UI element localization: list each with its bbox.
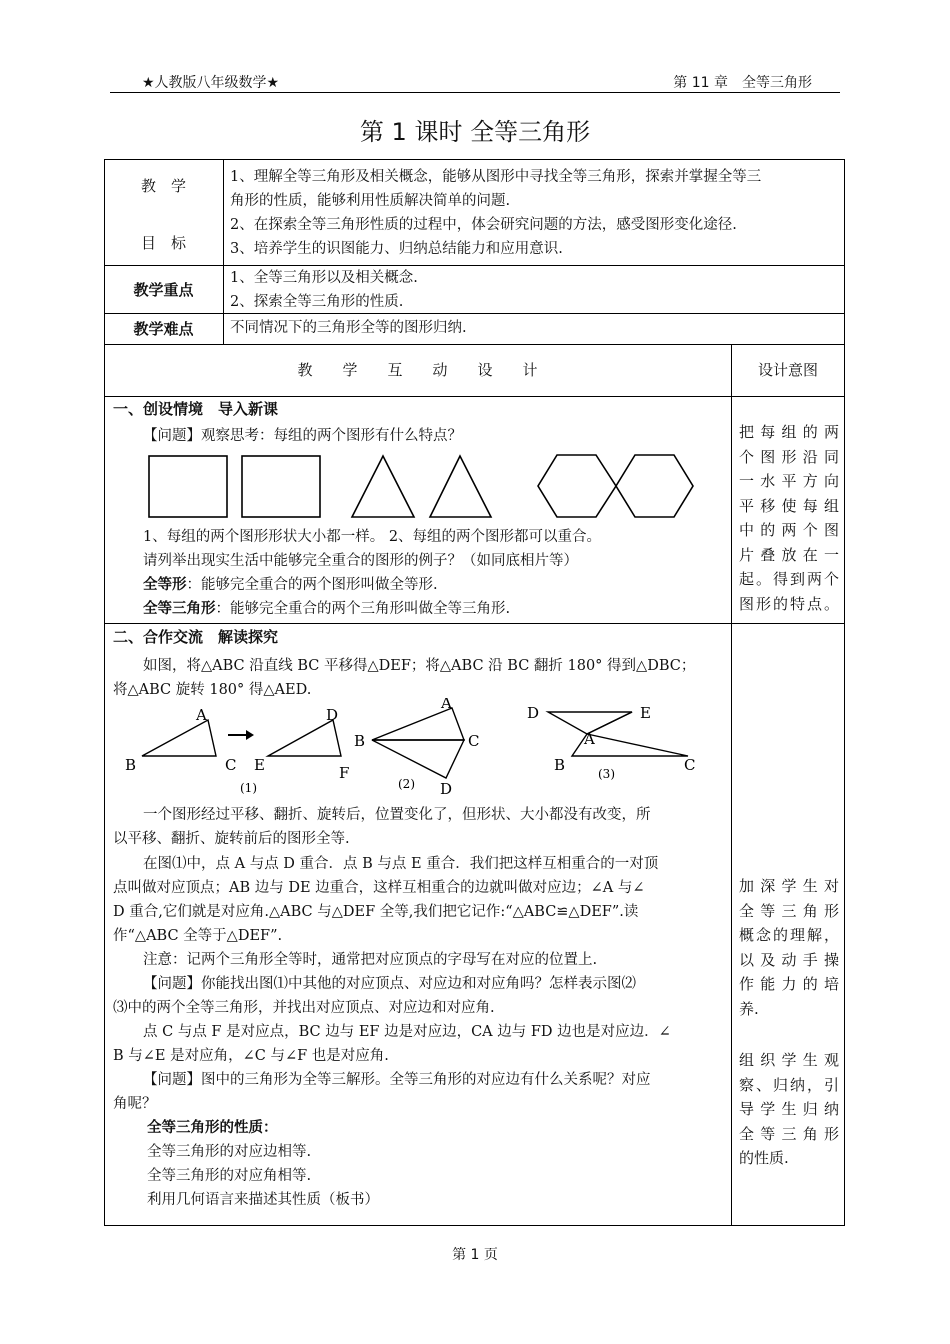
congruent-tri-def	[113, 597, 725, 621]
intent-line: 片叠放在一	[739, 545, 839, 564]
objective-line: 角形的性质，能够利用性质解决简单的问题.	[230, 193, 511, 209]
page-header	[110, 70, 840, 93]
intent-line: 起。得到两个	[739, 570, 839, 588]
shapes-figure	[140, 448, 700, 526]
objective-line: 3、培养学生的识图能力、归纳总结能力和应用意识.	[230, 241, 563, 257]
intent-line: 中的两个图	[739, 521, 839, 539]
objective-line: 2、在探索全等三角形性质的过程中，体会研究问题的方法，感受图形变化途径.	[230, 217, 737, 233]
property-2: 全等三角形的对应角相等.	[147, 1168, 312, 1184]
intent-line: 的性质.	[739, 1149, 789, 1167]
intent-line: 概念的理解，	[739, 926, 839, 944]
page-title: 第 1 课时 全等三角形	[359, 118, 591, 146]
triangle-abc	[142, 720, 216, 756]
answer2b: B 与∠E 是对应角，∠C 与∠F 也是对应角.	[113, 1048, 389, 1064]
section1-body	[113, 525, 725, 621]
objectives-text	[230, 165, 842, 261]
objective-line: 1、理解全等三角形及相关概念，能够从图形中寻找全等三角形，探索并掌握全等三	[230, 169, 762, 185]
label-b3: B	[554, 756, 566, 774]
para2-line: D 重合,它们就是对应角.△ABC 与△DEF 全等,我们把它记作:“△ABC≌△DEF”.读	[113, 904, 639, 920]
label-d2: D	[440, 780, 453, 798]
intent-line: 以及动手操	[739, 950, 839, 969]
question3a: 【问题】图中的三角形为全等三解形。全等三角形的对应边有什么关系呢？对应	[143, 1072, 651, 1088]
intent-line: 图形的特点。	[739, 594, 839, 613]
difficulty-label: 教学难点	[133, 320, 194, 338]
section1-answer: 1、每组的两个图形形状大小都一样。 2、每组的两个图形都可以重合。	[143, 529, 602, 545]
section2-intent-2	[739, 1048, 839, 1171]
congruent-shape-text: ：能够完全重合的两个图形叫做全等形.	[186, 577, 438, 593]
note: 注意：记两个三角形全等时，通常把对应顶点的字母写在对应的位置上.	[143, 952, 598, 968]
arrow-head	[246, 730, 254, 740]
para2-line: 作“△ABC 全等于△DEF”.	[113, 928, 283, 944]
page-footer: 第 1 页	[452, 1247, 498, 1263]
triangle-2	[430, 456, 491, 517]
answer2a: 点 C 与点 F 是对应点，BC 边与 EF 边是对应边，CA 边与 FD 边也是对应边．∠	[143, 1024, 671, 1040]
section1-question: 【问题】观察思考：每组的两个图形有什么特点？	[143, 428, 462, 444]
hexagon-2	[616, 455, 693, 517]
section1-examples: 请列举出现实生活中能够完全重合的图形的例子？（如同底相片等）	[143, 553, 578, 569]
question2b: ⑶中的两个全等三角形，并找出对应顶点、对应边和对应角.	[113, 1000, 495, 1016]
para1b: 以平移、翻折、旋转前后的图形全等.	[113, 831, 350, 847]
key-points-text	[230, 266, 830, 314]
square-2	[242, 456, 320, 517]
intent-line: 加深学生对	[739, 877, 839, 895]
label-a2: A	[441, 698, 452, 712]
intent-line: 把每组的两	[739, 423, 839, 441]
fig3-caption: (3)	[598, 767, 615, 781]
congruent-shape-def	[113, 573, 725, 597]
intent-line: 作能力的培	[739, 975, 839, 993]
key-point-line: 1、全等三角形以及相关概念.	[230, 270, 418, 286]
label-d: D	[326, 706, 339, 724]
label-d3: D	[527, 704, 540, 722]
intent-line: 组织学生观	[739, 1051, 839, 1069]
intent-line: 全等三角形	[739, 901, 839, 920]
congruent-triangle-text: ：能够完全重合的两个三角形叫做全等三角形.	[215, 601, 511, 617]
transformations-figure	[110, 698, 720, 800]
property-3: 利用几何语言来描述其性质（板书）	[147, 1192, 379, 1208]
design-label: 教 学 互 动 设 计	[297, 361, 538, 379]
key-points-label: 教学重点	[133, 281, 194, 299]
header-right: 第 11 章 全等三角形	[673, 75, 812, 91]
label-f: F	[339, 764, 350, 782]
intent-line: 养.	[739, 999, 759, 1018]
intent-line: 一水平方向	[739, 472, 839, 490]
intent-line: 平移使每组	[739, 496, 839, 515]
intent-line: 个图形沿同	[739, 447, 839, 466]
section1-heading: 一、创设情境 导入新课	[113, 400, 279, 418]
term-congruent-triangle: 全等三角形	[143, 601, 216, 617]
para1a: 一个图形经过平移、翻折、旋转后，位置变化了，但形状、大小都没有改变，所	[143, 807, 651, 823]
difficulty-text: 不同情况下的三角形全等的图形归纳.	[230, 320, 467, 336]
label-e: E	[254, 756, 265, 774]
key-point-line: 2、探索全等三角形的性质.	[230, 294, 404, 310]
triangle-def	[268, 720, 341, 756]
question3b: 角呢？	[113, 1096, 157, 1112]
triangle-1	[352, 456, 414, 517]
intent-line: 全等三角形	[739, 1124, 839, 1143]
label-a: A	[196, 706, 207, 724]
section2-body	[113, 803, 725, 1212]
intent-line: 察、归纳，引	[739, 1075, 839, 1094]
square-1	[149, 456, 227, 517]
label-a3: A	[584, 730, 595, 748]
section2-intro1: 如图，将△ABC 沿直线 BC 平移得△DEF；将△ABC 沿 BC 翻折 180° 得到△DBC；	[143, 658, 696, 674]
section2-intro2: 将△ABC 旋转 180° 得△AED.	[113, 682, 312, 698]
hexagon-1	[538, 455, 616, 517]
section1	[113, 397, 725, 448]
section1-intent	[739, 420, 839, 616]
section2-heading: 二、合作交流 解读探究	[113, 628, 279, 646]
label-b: B	[125, 756, 137, 774]
section2-intent-1	[739, 874, 839, 1021]
intent-label: 设计意图	[757, 361, 818, 379]
label-c2: C	[468, 732, 480, 750]
objectives-label-top: 教 学	[140, 177, 186, 195]
header-left: ★人教版八年级数学★	[142, 75, 280, 91]
question2a: 【问题】你能找出图⑴中其他的对应顶点、对应边和对应角吗？怎样表示图⑵	[143, 976, 636, 992]
label-e3: E	[640, 704, 651, 722]
para2-line: 在图⑴中，点 A 与点 D 重合．点 B 与点 E 重合．我们把这样互相重合的一对顶	[143, 856, 659, 872]
property-1: 全等三角形的对应边相等.	[147, 1144, 312, 1160]
label-c3: C	[684, 756, 696, 774]
intent-line: 导学生归纳	[739, 1100, 839, 1118]
section2-top	[113, 625, 725, 702]
triangle-dbc	[372, 740, 464, 778]
property-heading: 全等三角形的性质：	[147, 1120, 278, 1136]
triangle-abc-2	[372, 708, 464, 740]
label-c: C	[225, 756, 237, 774]
objectives-label-bottom: 目 标	[140, 234, 186, 252]
fig2-caption: (2)	[398, 777, 415, 791]
para2-line: 点叫做对应顶点；AB 边与 DE 边重合，这样互相重合的边就叫做对应边；∠A 与∠	[113, 880, 645, 896]
label-b2: B	[354, 732, 366, 750]
fig1-caption: (1)	[240, 781, 257, 795]
term-congruent-shape: 全等形	[143, 577, 187, 593]
